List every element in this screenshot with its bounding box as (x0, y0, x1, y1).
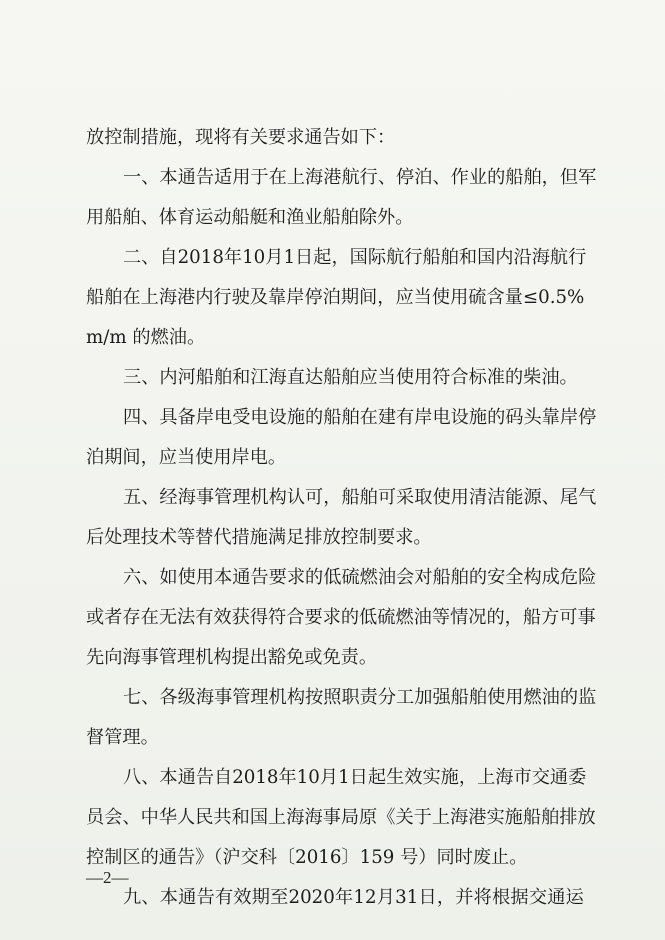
text-line: 一 、 本 通 告 适 用 于 在 上 海 港 航 行 、 停 泊 、 作 业 的 船 舶 ， 但 军 (123, 167, 597, 188)
text-line: 督管理。 (86, 727, 159, 748)
page-number: —2— (86, 868, 129, 887)
text-line: 船 舶 在 上 海 港 内 行 驶 及 靠 岸 停 泊 期 间 ， 应 当 使 用 硫 含 量 ≤ 0.5% (86, 287, 585, 308)
text-line: 用船舶、体育运动船艇和渔业船舶除外。 (86, 207, 414, 228)
text-line: 六 、 如 使 用 本 通 告 要 求 的 低 硫 燃 油 会 对 船 舶 的 安 全 构 成 危 险 (123, 567, 597, 588)
text-line: m/m 的燃油。 (86, 327, 206, 348)
text-line: 九 、 本 通 告 有 效 期 至 2020 年 12 月 31 日 ， 并 将 根 据 交 通 运 (123, 887, 584, 908)
text-line: 二 、 自 2018 年 10 月 1 日 起 ， 国 际 航 行 船 舶 和 国 内 沿 海 航 行 (123, 247, 587, 268)
text-line: 或 者 存 在 无 法 有 效 获 得 符 合 要 求 的 低 硫 燃 油 等 情 况 的 ， 船 方 可 事 (86, 607, 596, 628)
text-line: 放控制措施，现将有关要求通告如下： (86, 127, 396, 148)
text-line: 员 会 、 中 华 人 民 共 和 国 上 海 海 事 局 原 《 关 于 上 海 港 实 施 船 舶 排 放 (86, 807, 596, 828)
text-line: 先向海事管理机构提出豁免或免责。 (86, 647, 378, 668)
document-body (86, 127, 597, 928)
text-line: 三、内河船舶和江海直达船舶应当使用符合标准的柴油。 (123, 367, 578, 388)
text-line: 八 、 本 通 告 自 2018 年 10 月 1 日 起 生 效 实 施 ， 上 海 市 交 通 委 (123, 767, 587, 788)
text-line: 七 、 各 级 海 事 管 理 机 构 按 照 职 责 分 工 加 强 船 舶 使 用 燃 油 的 监 (123, 687, 597, 708)
text-line: 五 、 经 海 事 管 理 机 构 认 可 ， 船 舶 可 采 取 使 用 清 洁 能 源 、 尾 气 (123, 487, 597, 508)
text-line: 后处理技术等替代措施满足排放控制要求。 (86, 527, 432, 548)
text-line: 泊期间，应当使用岸电。 (86, 447, 287, 468)
text-line: 控制区的通告》（沪交科〔2016〕159 号）同时废止。 (86, 847, 528, 868)
text-line: 四 、 具 备 岸 电 受 电 设 施 的 船 舶 在 建 有 岸 电 设 施 的 码 头 靠 岸 停 (123, 407, 597, 428)
